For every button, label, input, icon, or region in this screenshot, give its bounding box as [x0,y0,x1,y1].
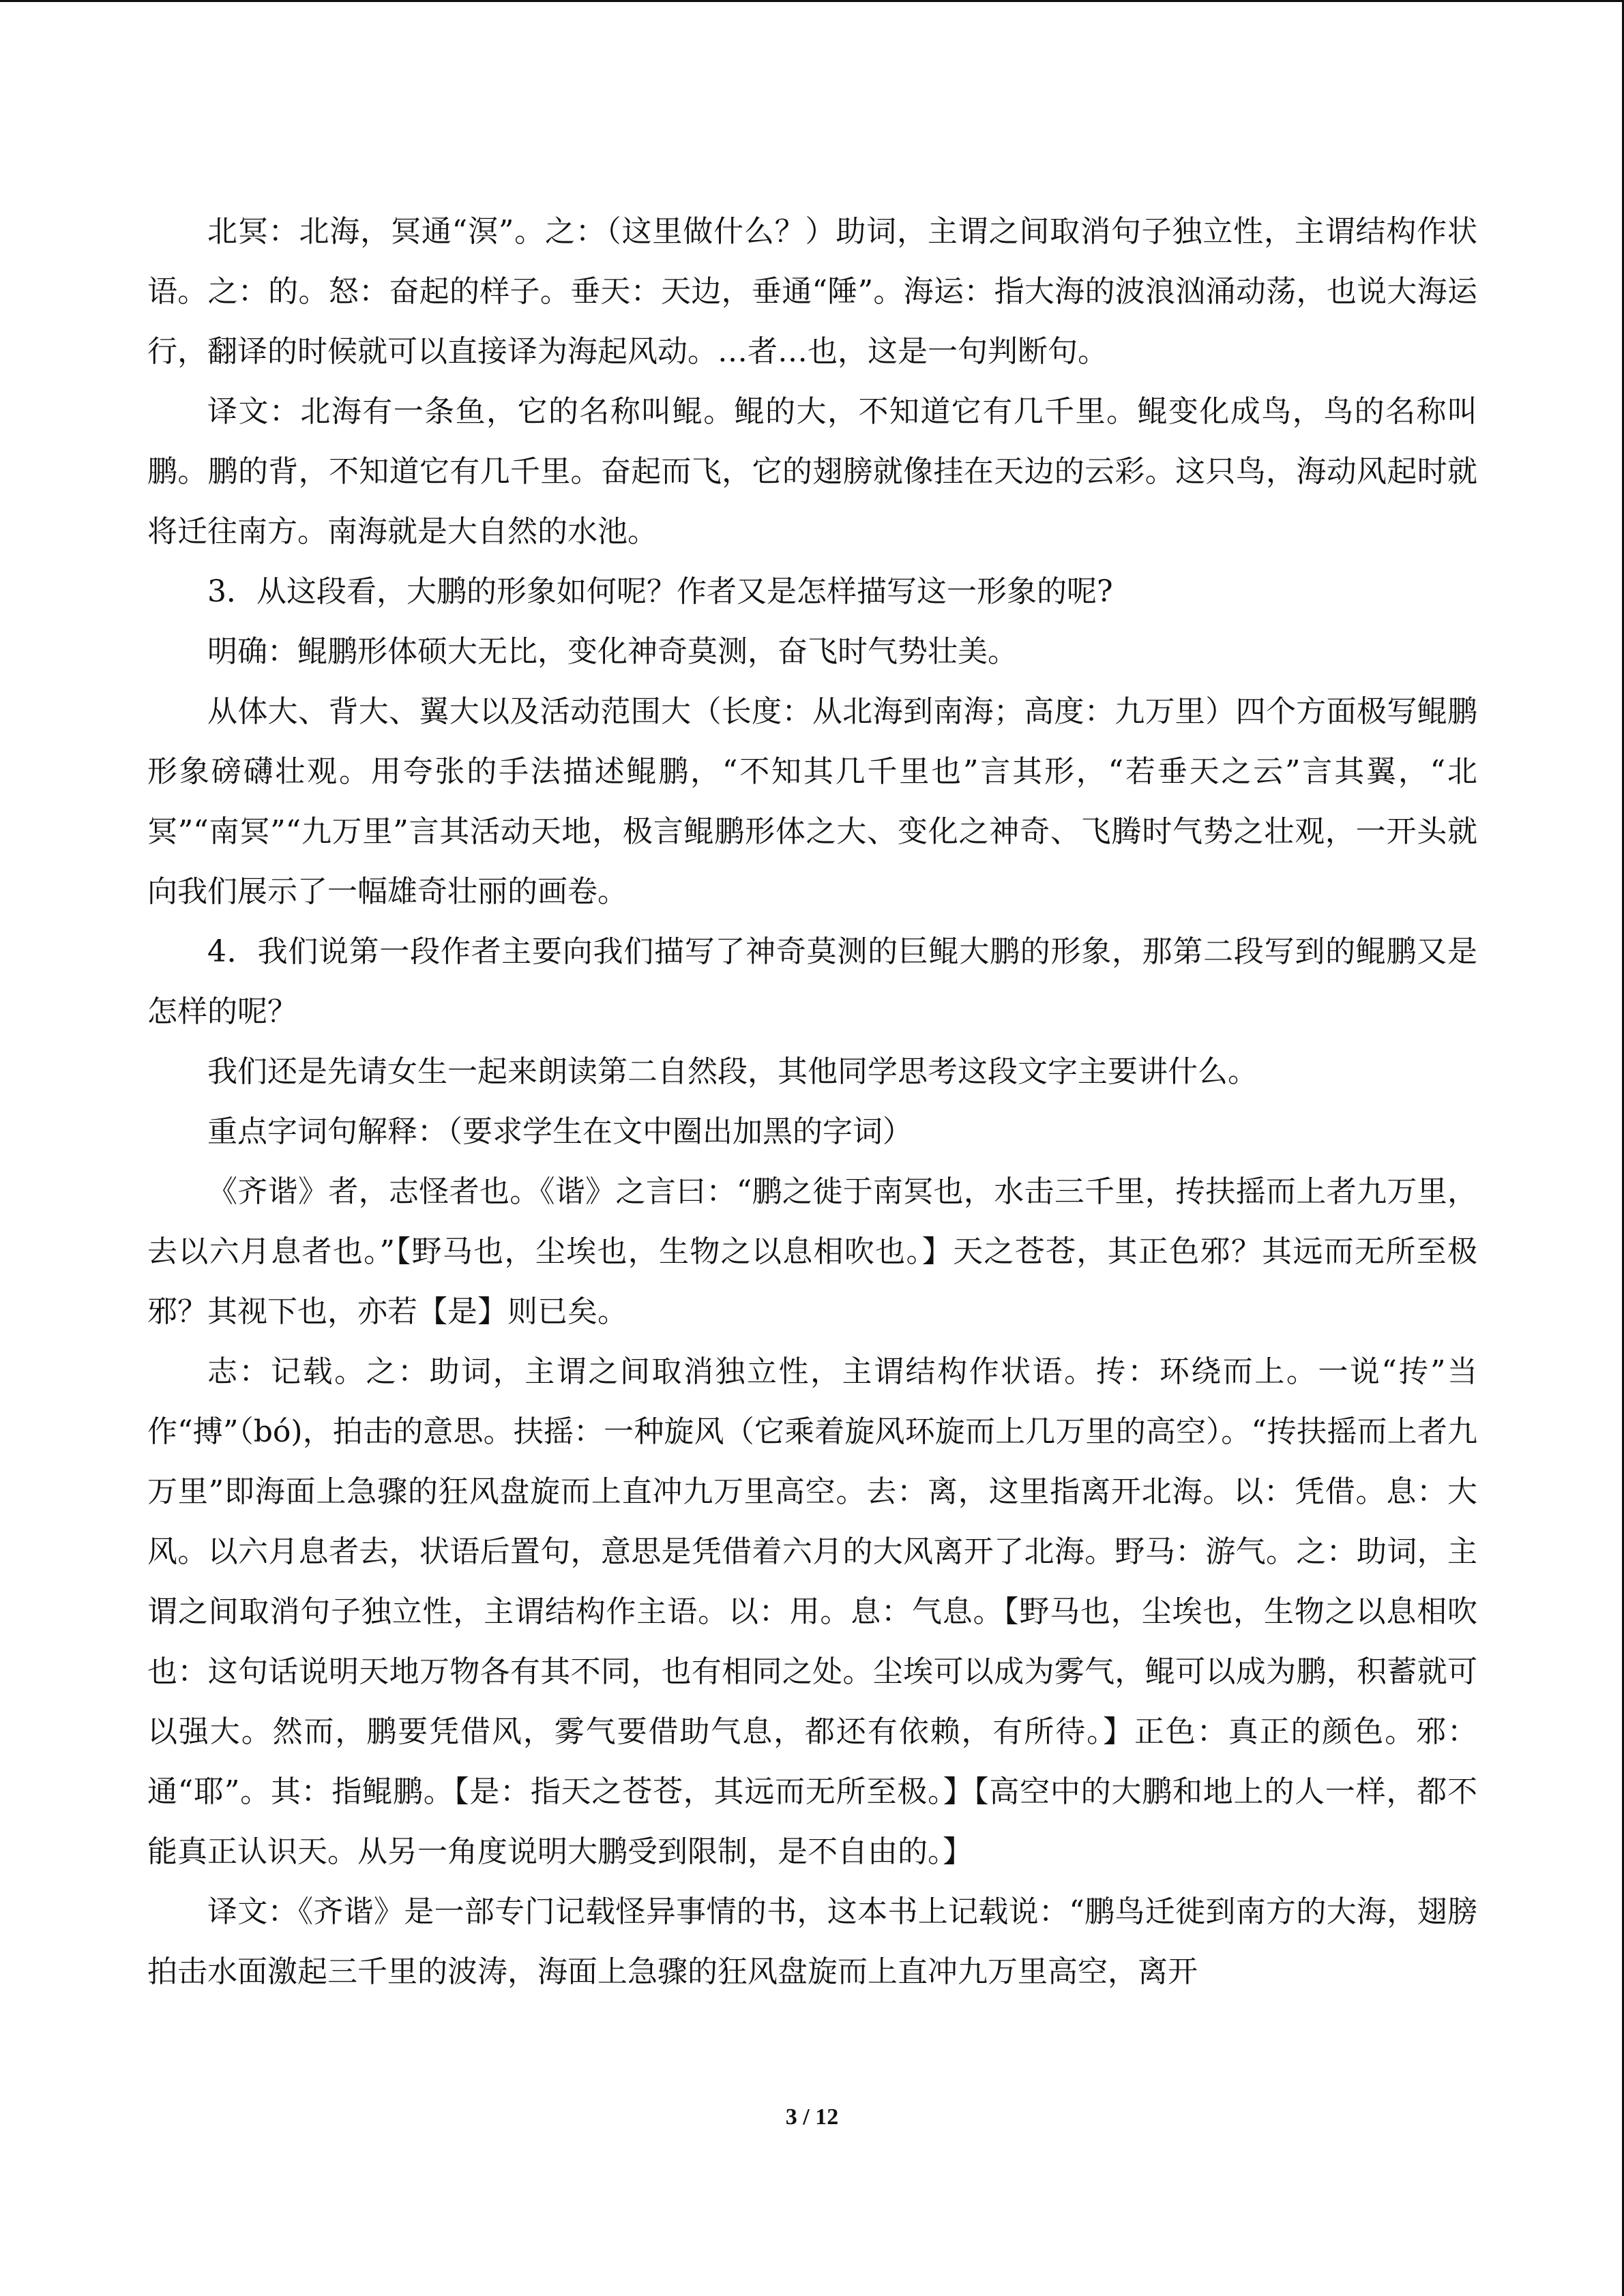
question-3: 3．从这段看，大鹏的形象如何呢？作者又是怎样描写这一形象的呢? [207,574,1113,609]
page-top-border [0,0,1624,2]
document-body [147,202,1477,2002]
reading-instruction: 我们还是先请女生一起来朗读第二自然段，其他同学思考这段文字主要讲什么。 [207,1054,1258,1089]
answer-3: 明确：鲲鹏形体硕大无比，变化神奇莫测，奋飞时气势壮美。 [207,634,1018,669]
paragraph-notes-beiming: 北冥：北海，冥通“溟”。之：（这里做什么？）助词，主谓之间取消句子独立性，主谓结构作状语。之：的。怒：奋起的样子。垂天：天边，垂通“陲”。海运：指大海的波浪汹涌动荡，也说大海运行，翻译的时候就可以直接译为海起风动。…者…也，这是一句判断句。 [147,214,1477,369]
page-number: 3 / 12 [785,2104,839,2130]
key-terms-heading: 重点字词句解释：（要求学生在文中圈出加黑的字词） [207,1114,913,1149]
question-4: 4．我们说第一段作者主要向我们描写了神奇莫测的巨鲲大鹏的形象，那第二段写到的鲲鹏又是怎样的呢？ [147,934,1477,1029]
analysis-paragraph: 从体大、背大、翼大以及活动范围大（长度：从北海到南海；高度：九万里）四个方面极写鲲鹏形象磅礴壮观。用夸张的手法描述鲲鹏，“不知其几千里也”言其形，“若垂天之云”言其翼，“北冥”“南冥”“九万里”言其活动天地，极言鲲鹏形体之大、变化之神奇、飞腾时气势之壮观，一开头就向我们展示了一幅雄奇壮丽的画卷。 [147,694,1477,909]
paragraph-translation-1: 译文：北海有一条鱼，它的名称叫鲲。鲲的大，不知道它有几千里。鲲变化成鸟，鸟的名称叫鹏。鹏的背，不知道它有几千里。奋起而飞，它的翅膀就像挂在天边的云彩。这只鸟，海动风起时就将迁往南方。南海就是大自然的水池。 [147,394,1477,549]
paragraph-translation-2: 译文：《齐谐》是一部专门记载怪异事情的书，这本书上记载说：“鹏鸟迁徙到南方的大海，翅膀拍击水面激起三千里的波涛，海面上急骤的狂风盘旋而上直冲九万里高空，离开 [147,1894,1477,1989]
source-text-qixie: 《齐谐》者，志怪者也。《谐》之言曰：“鹏之徙于南冥也，水击三千里，抟扶摇而上者九万里，去以六月息者也。”【野马也，尘埃也，生物之以息相吹也。】天之苍苍，其正色邪？其远而无所至极邪？其视下也，亦若【是】则已矣。 [147,1174,1477,1329]
paragraph-notes-qixie: 志：记载。之：助词，主谓之间取消独立性，主谓结构作状语。抟：环绕而上。一说“抟”当作“搏”（bó)，拍击的意思。扶摇：一种旋风（它乘着旋风环旋而上几万里的高空）。“抟扶摇而上者九万里”即海面上急骤的狂风盘旋而上直冲九万里高空。去：离，这里指离开北海。以：凭借。息：大风。以六月息者去，状语后置句，意思是凭借着六月的大风离开了北海。野马：游气。之：助词，主谓之间取消句子独立性，主谓结构作主语。以：用。息：气息。【野马也，尘埃也，生物之以息相吹也：这句话说明天地万物各有其不同，也有相同之处。尘埃可以成为雾气，鲲可以成为鹏，积蓄就可以强大。然而，鹏要凭借风，雾气要借助气息，都还有依赖，有所待。】正色：真正的颜色。邪：通“耶”。其：指鲲鹏。【是：指天之苍苍，其远而无所至极。】【高空中的大鹏和地上的人一样，都不能真正认识天。从另一角度说明大鹏受到限制，是不自由的。】 [147,1354,1477,1869]
